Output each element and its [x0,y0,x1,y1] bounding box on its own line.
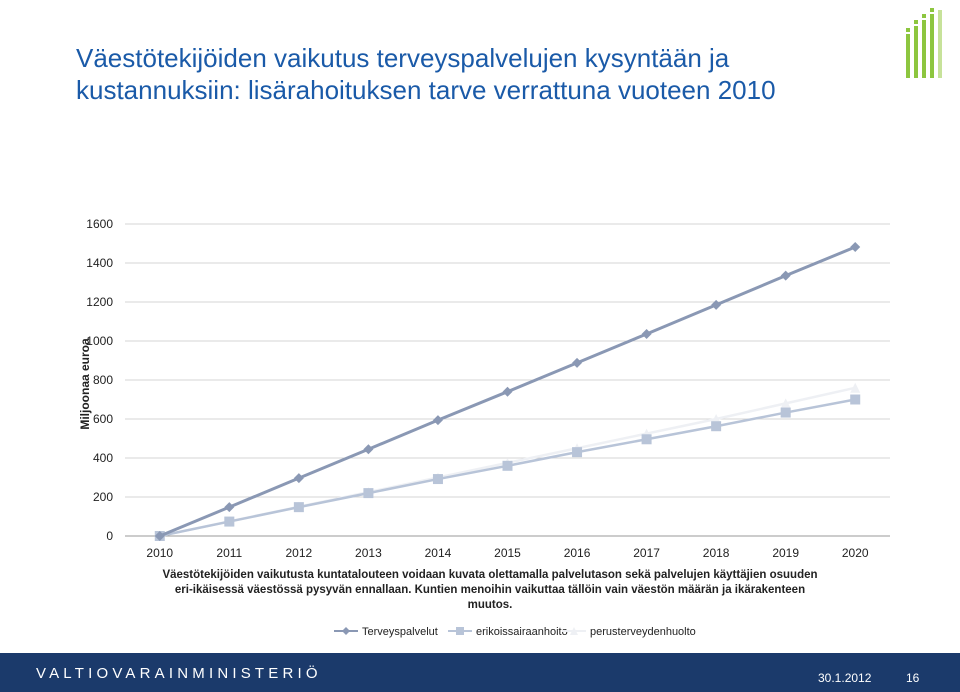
data-point-erikoissairaanhoito [224,517,234,527]
data-point-erikoissairaanhoito [363,488,373,498]
x-tick-label: 2014 [424,546,452,560]
data-point-erikoissairaanhoito [503,461,513,471]
ministry-name: VALTIOVARAINMINISTERIÖ [36,665,322,682]
data-point-Terveyspalvelut [642,329,652,339]
footer-bar [0,653,960,692]
data-point-Terveyspalvelut [711,300,721,310]
y-tick-label: 1200 [86,295,113,309]
legend-swatch-marker [342,627,350,635]
data-point-Terveyspalvelut [572,358,582,368]
legend [334,626,696,638]
data-point-Terveyspalvelut [503,387,513,397]
x-tick-label: 2019 [772,546,800,560]
x-tick-label: 2017 [633,546,660,560]
x-tick-label: 2011 [216,546,243,560]
y-tick-label: 400 [92,451,113,465]
x-tick-label: 2012 [285,546,313,560]
chart-caption: Väestötekijöiden vaikutusta kuntatalouteen voidaan kuvata olettamalla palvelutason sekä palvelujen käyttäjien osuuden eri-ikäisessä väestössä pysyvän ennallaan. Kuntien menoihin vaikuttaa tällöin vain väestön määrän ja ikärakenteen muutos. [162,569,818,611]
series-layer [155,242,860,541]
data-point-erikoissairaanhoito [642,434,652,444]
legend-label: erikoissairaanhoito [476,626,568,638]
x-tick-label: 2020 [841,546,869,560]
legend-label: Terveyspalvelut [362,626,438,638]
x-tick-labels [146,546,868,560]
x-tick-label: 2015 [494,546,521,560]
y-tick-label: 1000 [86,334,113,348]
y-tick-label: 0 [106,529,113,543]
legend-swatch-marker [456,627,464,635]
data-point-erikoissairaanhoito [711,421,721,431]
data-point-Terveyspalvelut [294,473,304,483]
x-tick-label: 2010 [146,546,174,560]
y-tick-label: 800 [92,373,113,387]
data-point-erikoissairaanhoito [781,408,791,418]
grid-lines [125,224,890,536]
y-tick-label: 1600 [86,217,113,231]
data-point-Terveyspalvelut [363,444,373,454]
x-tick-label: 2016 [563,546,591,560]
data-point-erikoissairaanhoito [294,502,304,512]
y-axis-label: Miljoonaa euroa [78,338,92,430]
x-tick-label: 2018 [702,546,730,560]
data-point-Terveyspalvelut [781,271,791,281]
x-tick-label: 2013 [355,546,382,560]
title-line-1: Väestötekijöiden vaikutus terveyspalvelujen kysyntään ja [76,43,730,73]
data-point-erikoissairaanhoito [433,474,443,484]
title-line-2: kustannuksiin: lisärahoituksen tarve verrattuna vuoteen 2010 [76,75,776,105]
y-tick-label: 200 [92,490,113,504]
data-point-Terveyspalvelut [433,415,443,425]
data-point-erikoissairaanhoito [572,447,582,457]
y-tick-label: 1400 [86,256,113,270]
data-point-Terveyspalvelut [850,242,860,252]
footer-date: 30.1.2012 [818,671,872,685]
data-point-Terveyspalvelut [224,502,234,512]
page-number: 16 [906,671,920,685]
y-tick-label: 600 [92,412,113,426]
legend-label: perusterveydenhuolto [590,626,696,638]
data-point-erikoissairaanhoito [850,395,860,405]
